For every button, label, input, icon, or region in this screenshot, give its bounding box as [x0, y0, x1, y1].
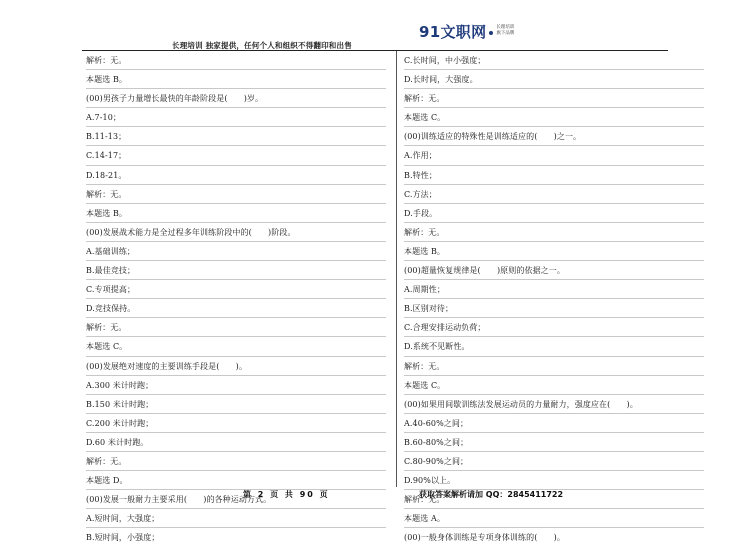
text-line: B.60-80%之间； [404, 433, 704, 452]
text-line: 本题选 C。 [86, 337, 386, 356]
text-line: A.300 米计时跑； [86, 376, 386, 395]
site-logo [419, 22, 514, 48]
text-line: (00)超量恢复规律是( )原则的依据之一。 [404, 261, 704, 280]
page-number: 第 2 页 共 90 页 [243, 490, 330, 499]
copyright-notice: 长理培训 独家提供，任何个人和组织不得翻印和出售 [172, 41, 352, 50]
text-line: D.60 米计时跑。 [86, 433, 386, 452]
text-line: (00)一般身体训练是专项身体训练的( )。 [404, 533, 565, 543]
left-column [86, 51, 386, 547]
text-line: B.短时间，小强度； [86, 533, 160, 543]
text-line: C.14-17； [86, 146, 386, 165]
text-line: 解析：无。 [404, 89, 704, 108]
text-line: 解析：无。 [404, 357, 704, 376]
text-line: 本题选 A。 [404, 509, 704, 528]
text-line: C.200 米计时跑； [86, 414, 386, 433]
text-line: B.区别对待； [404, 299, 704, 318]
text-line: 解析：无。 [86, 51, 386, 70]
text-line: (00)发展战术能力是全过程多年训练阶段中的( )阶段。 [86, 223, 386, 242]
text-line: 本题选 B。 [404, 242, 704, 261]
contact-info: 获取答案解析请加 QQ：2845411722 [419, 490, 564, 499]
text-line: (00)发展一般耐力主要采用( )的各种运动方式。 [86, 490, 386, 509]
text-line: C.80-90%之间； [404, 452, 704, 471]
text-line: 本题选 C。 [404, 376, 704, 395]
text-line: 本题选 C。 [404, 108, 704, 127]
text-line: D.手段。 [404, 204, 704, 223]
text-line: C.专项提高； [86, 280, 386, 299]
text-line: C.长时间，中小强度； [404, 51, 704, 70]
text-line: A.周期性； [404, 280, 704, 299]
text-line: A.短时间，大强度； [86, 509, 386, 528]
text-line: 解析：无。 [86, 318, 386, 337]
text-line: A.基础训练； [86, 242, 386, 261]
text-line: A.7-10； [86, 108, 386, 127]
text-line: 本题选 D。 [86, 471, 386, 490]
text-line: B.150 米计时跑； [86, 395, 386, 414]
text-line: (00)训练适应的特殊性是训练适应的( )之一。 [404, 127, 704, 146]
text-line: D.竞技保持。 [86, 299, 386, 318]
text-line: 本题选 B。 [86, 204, 386, 223]
logo-dot-icon [489, 31, 493, 35]
right-column [404, 51, 704, 547]
text-line: 解析：无。 [404, 223, 704, 242]
text-line: (00)男孩子力量增长最快的年龄阶段是( )岁。 [86, 89, 386, 108]
text-line: D.18-21。 [86, 166, 386, 185]
text-line: B.11-13； [86, 127, 386, 146]
page-header [0, 0, 750, 56]
text-line: B.特性； [404, 166, 704, 185]
logo-text: 91文职网 [419, 23, 487, 41]
text-line: C.合理安排运动负荷； [404, 318, 704, 337]
text-line: A.40-60%之间； [404, 414, 704, 433]
text-line: D.长时间，大强度。 [404, 70, 704, 89]
text-line: (00)发展绝对速度的主要训练手段是( )。 [86, 357, 386, 376]
logo-subtitle [496, 25, 514, 37]
text-line: A.作用； [404, 146, 704, 165]
text-line: 本题选 B。 [86, 70, 386, 89]
logo-subtitle-line-1: 长理培训 [496, 25, 515, 30]
column-divider [396, 51, 397, 487]
text-line: D.90%以上。 [404, 471, 704, 490]
text-line: B.最佳竞技； [86, 261, 386, 280]
page-footer [0, 489, 750, 505]
text-line: 解析：无。 [86, 452, 386, 471]
text-line: 解析：无。 [86, 185, 386, 204]
text-line: (00)如果用间歇训练法发展运动员的力量耐力，强度应在( )。 [404, 395, 704, 414]
text-line: D.系统不见断性。 [404, 337, 704, 356]
text-line: 解析：无。 [404, 490, 704, 509]
logo-subtitle-line-2: 旗下品牌 [496, 31, 515, 36]
text-line: C.方法； [404, 185, 704, 204]
